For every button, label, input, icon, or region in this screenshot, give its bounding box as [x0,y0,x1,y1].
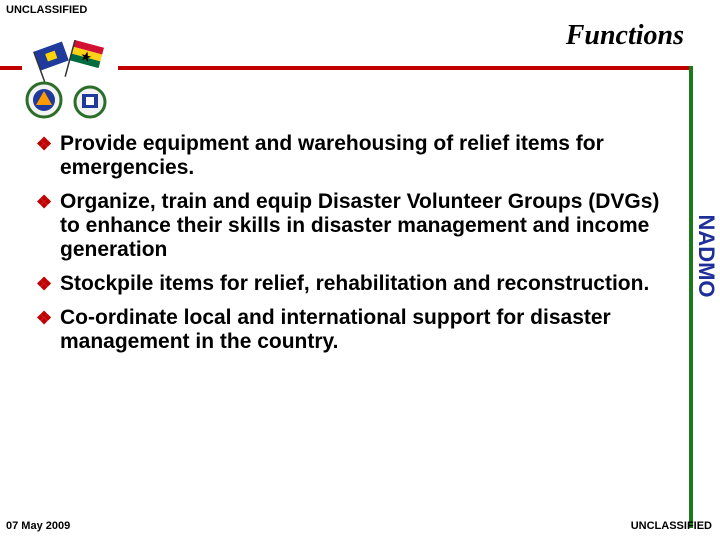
bullet-text: Provide equipment and warehousing of relief items for emergencies. [60,132,604,179]
footer-date: 07 May 2009 [6,520,71,532]
bullet-text: Co-ordinate local and international support for disaster management in the country. [60,306,611,353]
diamond-check-bullet-icon: ❖ [36,134,53,154]
diamond-check-bullet-icon: ❖ [36,192,53,212]
bullet-text: Stockpile items for relief, rehabilitation and reconstruction. [60,272,650,295]
diamond-check-bullet-icon: ❖ [36,274,53,294]
bullet-item [36,272,676,296]
logo-graphic [18,30,118,120]
bullet-text: Organize, train and equip Disaster Volunteer Groups (DVGs) to enhance their skills in disaster management and income generation [60,190,660,261]
classification-top: UNCLASSIFIED [6,4,88,16]
header-rule-right [118,66,692,70]
nadmo-logo [18,30,118,120]
slide-title: Functions [565,20,684,51]
bullet-item [36,306,676,354]
side-label-text: NADMO [694,214,719,298]
diamond-check-bullet-icon: ❖ [36,308,53,328]
classification-bottom: UNCLASSIFIED [630,520,712,532]
bullet-item [36,132,676,180]
bullet-item [36,190,676,262]
bullet-list [36,132,676,364]
